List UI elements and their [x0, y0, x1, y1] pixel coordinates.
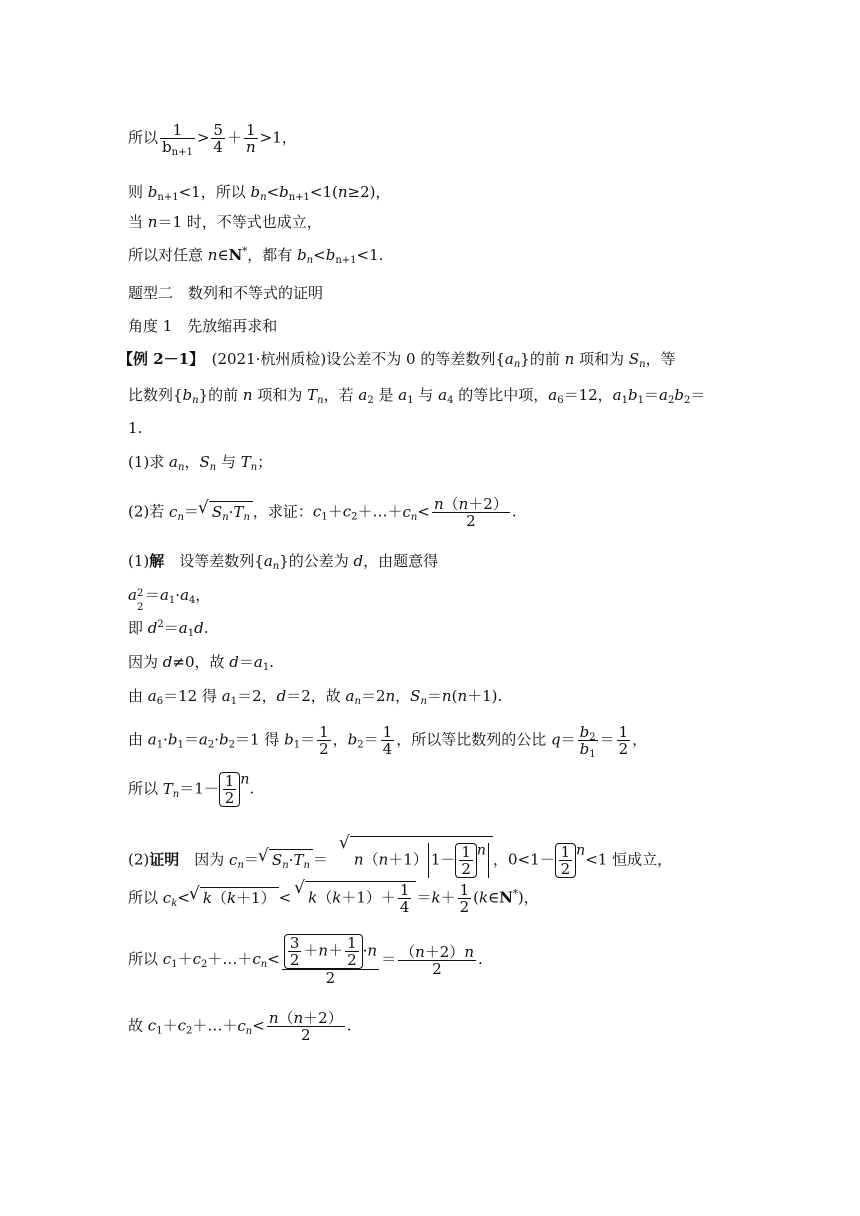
solution-1-line-3: 即 $d^2=a_1d$.	[128, 619, 209, 639]
heading-angle-1: 角度 1 先放缩再求和	[128, 317, 278, 335]
fraction-3: $\frac{1}{n}$	[245, 121, 256, 156]
example-line-2: 比数列$\{b_n\}$的前 n 项和为 $T_n$，若 $a_2$ 是 $a_1$ 与 $a_4$ 的等比中项，$a_6=12$，$a_1b_1=a_2b_2=$	[128, 386, 706, 406]
solution-1-line-6: 由 $a_1\cdot b_1=a_2\cdot b_2=1$ 得 $b_1=$ $\frac{1}{2}$ ，$b_2=$ $\frac{1}{4}$ ，所以等比数列的公比 q＝ $\frac{b_2}{b_1}$ ＝ $\frac{1}{2}$ ，	[128, 723, 648, 760]
example-line-3: 1.	[128, 419, 143, 437]
solution-2-line-3: 所以 $c_1+c_2+\dots+c_n<$ $\frac{3}{2}$ ＋n＋ $\frac{1}{2}$ ·n 2 ＝ $\frac{(n+2)n}{2}$ .	[128, 934, 483, 987]
solution-1-line-4: 因为 d≠0，故 $d=a_1$.	[128, 653, 275, 673]
solution-2-line-1: (2)证明 因为 $c_n=√$ $S_n\cdot T_n$ ＝√ n（n＋1） 1－ $\frac{1}{2}$ $^n$ ，0<1－ $\frac{1}{2}$ $^n$<1 恒成立，	[128, 836, 672, 878]
line-2: 则 $b_{n+1}<1$，所以 $b_n<b_{n+1}<1(n\ge 2)$，	[128, 183, 391, 203]
solution-1-line-5: 由 $a_6=12$ 得 $a_1=2$，d＝2，故 $a_n=2n$，$S_n=n(n+1)$.	[128, 687, 503, 707]
example-line-1: 【例 2－1】 (2021·杭州质检)设公差不为 0 的等差数列$\{a_n\}$的前 n 项和为 $S_n$，等	[118, 350, 676, 370]
text-suoyi: 所以	[128, 128, 159, 147]
heading-type-2: 题型二 数列和不等式的证明	[128, 284, 324, 302]
question-2: (2)若 $c_n=√$ $S_n\cdot T_n$ ，求证：$c_1+c_2+\dots+c_n<$ $\frac{n(n+2)}{2}$ .	[128, 496, 517, 529]
solution-1-line-7: 所以 $T_n=1-$ $\frac{1}{2}$ $^n$.	[128, 771, 255, 807]
example-label: 【例 2－1】	[118, 350, 197, 368]
question-1: (1)求 $a_n$，$S_n$ 与 $T_n$；	[128, 453, 273, 473]
conclusion-line: 故 $c_1+c_2+\dots+c_n<$ $\frac{n(n+2)}{2}$ .	[128, 1009, 352, 1044]
line-3: 当 n＝1 时，不等式也成立，	[128, 213, 322, 231]
solution-1-line-2: a 2 2 $=a_1\cdot a_4$，	[128, 586, 211, 613]
line-1: 所以 $\frac{1}{b_{n+1}}$ > $\frac{5}{4}$ ＋ $\frac{1}{n}$ >1，	[128, 121, 297, 158]
line-4: 所以对任意 n∈N*，都有 $b_n<b_{n+1}<1$.	[128, 246, 384, 266]
solution-1-line-1: (1)解 设等差数列$\{a_n\}$的公差为 d，由题意得	[128, 552, 439, 572]
solution-2-line-2: 所以 $c_k<√$ k（k＋1） <√ k（k＋1）＋ $\frac{1}{4}$ ＝k＋ $\frac{1}{2}$ (k∈N*)，	[128, 881, 539, 915]
fraction-1: $\frac{1}{b_{n+1}}$	[162, 121, 193, 158]
fraction-2: $\frac{5}{4}$	[213, 121, 223, 156]
